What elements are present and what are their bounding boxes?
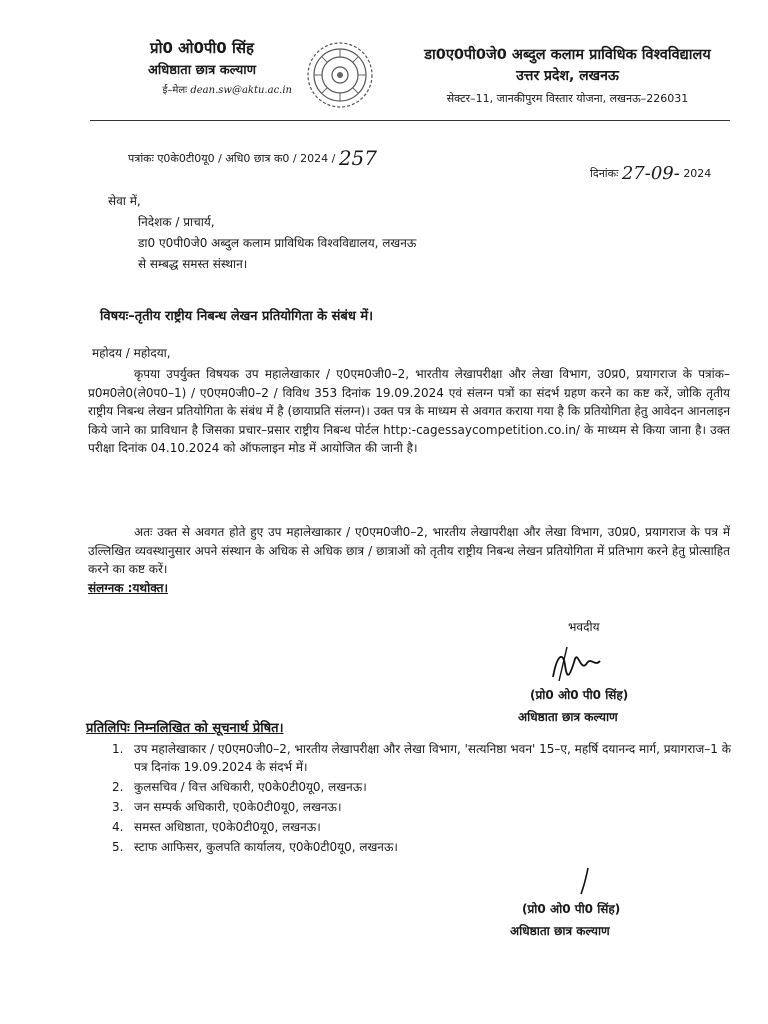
header-divider <box>90 120 730 121</box>
reference-number <box>128 146 377 170</box>
cc-item-number: 1. <box>112 742 124 756</box>
signatory-designation: अधिष्ठाता छात्र कल्याण <box>518 710 618 724</box>
signatory-name: (प्रो0 ओ0 पी0 सिंह) <box>530 688 629 702</box>
university-name: डा0ए0पी0जे0 अब्दुल कलाम प्राविधिक विश्वविद्यालय <box>424 47 711 63</box>
cc-heading: प्रतिलिपिः निम्नलिखित को सूचनार्थ प्रेषित। <box>86 721 284 736</box>
recipient-address <box>138 212 416 275</box>
cc-item <box>112 778 732 796</box>
university-address: सेक्टर–11, जानकीपुरम विस्तार योजना, लखनऊ–226031 <box>446 92 689 105</box>
letter-salutation: महोदय / महोदया, <box>92 346 171 360</box>
university-state: उत्तर प्रदेश, लखनऊ <box>516 68 619 84</box>
cc-item-text: समस्त अधिष्ठाता, ए0के0टी0यू0, लखनऊ। <box>134 820 321 834</box>
date-year: 2024 <box>683 167 712 180</box>
university-seal-icon <box>305 40 375 110</box>
cc-item-number: 2. <box>112 780 124 794</box>
enclosure-note: संलग्नक :यथोक्त। <box>88 580 169 595</box>
initial-mark-image <box>570 866 600 896</box>
cc-list <box>112 740 732 858</box>
sender-name: प्रो0 ओ0पी0 सिंह <box>150 39 254 57</box>
letter-date <box>590 163 711 184</box>
sender-block <box>112 38 292 96</box>
email-label: ई–मेलः <box>162 85 188 96</box>
university-header <box>395 44 740 106</box>
signatory-designation-copy: अधिष्ठाता छात्र कल्याण <box>510 924 610 938</box>
letter-subject: विषयः–तृतीय राष्ट्रीय निबन्ध लेखन प्रतियोगिता के संबंध में। <box>100 309 374 324</box>
date-label: दिनांकः <box>590 167 619 180</box>
closing-text: भवदीय <box>568 620 600 634</box>
cc-item-text: कुलसचिव / वित्त अधिकारी, ए0के0टी0यू0, लखनऊ। <box>134 780 367 794</box>
cc-item-text: स्टाफ आफिसर, कुलपति कार्यालय, ए0के0टी0यू0, लखनऊ। <box>134 840 398 854</box>
sender-designation: अधिष्ठाता छात्र कल्याण <box>147 63 257 78</box>
signatory-name-copy: (प्रो0 ओ0 पी0 सिंह) <box>522 902 621 916</box>
sender-email-line <box>112 82 292 96</box>
cc-item <box>112 818 732 836</box>
cc-item <box>112 798 732 816</box>
body-paragraph-2-text: अतः उक्त से अवगत होते हुए उप महालेखाकार / ए0एम0जी0–2, भारतीय लेखापरीक्षा और लेखा विभाग, उ0प्र0, प्रयागराज के पत्र में उल्लिखित व्यवस्थानुसार अपने संस्थान के अधिक से अधिक छात्र / छात्राओं को तृतीय राष्ट्रीय निबन्ध लेखन प्रतियोगिता में प्रतिभाग करने हेतु प्रोत्साहित करने का कष्ट करें। <box>88 525 730 576</box>
email-link[interactable]: dean.sw@aktu.ac.in <box>190 85 292 96</box>
signature-image <box>545 645 605 685</box>
date-handwritten: 27-09- <box>621 163 680 184</box>
cc-item-number: 4. <box>112 820 124 834</box>
reference-label: पत्रांकः <box>128 152 154 165</box>
body-paragraph-2 <box>88 523 730 597</box>
cc-item <box>112 740 732 776</box>
cc-item <box>112 838 732 856</box>
recipient-line-2: डा0 ए0पी0जे0 अब्दुल कलाम प्राविधिक विश्वविद्यालय, लखनऊ <box>138 236 417 250</box>
cc-item-number: 3. <box>112 800 124 814</box>
recipient-line-1: निदेशक / प्राचार्य, <box>138 215 215 229</box>
recipient-salutation: सेवा में, <box>108 194 141 208</box>
cc-item-text: उप महालेखाकार / ए0एम0जी0–2, भारतीय लेखापरीक्षा और लेखा विभाग, 'सत्यनिष्ठा भवन' 15–ए, महर्षि दयानन्द मार्ग, प्रयागराज–1 के पत्र दिनांक 19.09.2024 के संदर्भ में। <box>134 742 731 774</box>
recipient-line-3: से सम्बद्ध समस्त संस्थान। <box>138 257 248 271</box>
cc-item-number: 5. <box>112 840 124 854</box>
reference-handwritten-number: 257 <box>338 146 378 170</box>
reference-text: ए0के0टी0यू0 / अधि0 छात्र क0 / 2024 / <box>157 152 336 165</box>
cc-item-text: जन सम्पर्क अधिकारी, ए0के0टी0यू0, लखनऊ। <box>134 800 342 814</box>
body-paragraph-1: कृपया उपर्युक्त विषयक उप महालेखाकार / ए0एम0जी0–2, भारतीय लेखापरीक्षा और लेखा विभाग, उ0प्र0, प्रयागराज के पत्रांक–प्र0म0ले0(ले0प0–1) / ए0एम0जी0–2 / विविध 353 दिनांक 19.09.2024 एवं संलग्न पत्रों का संदर्भ ग्रहण करने का कष्ट करें, जोकि तृतीय राष्ट्रीय निबन्ध लेखन प्रतियोगिता के संबंध में है (छायाप्रति संलग्न)। उक्त पत्र के माध्यम से अवगत कराया गया है कि प्रतियोगिता हेतु आवेदन आनलाइन किये जाने का प्राविधान है जिसका प्रचार–प्रसार राष्ट्रीय निबन्ध पोर्टल http:-cagessaycompetition.co.in/ के माध्यम से किया जाना है। उक्त परीक्षा दिनांक 04.10.2024 को ऑफलाइन मोड में आयोजित की जानी है। <box>88 367 730 455</box>
